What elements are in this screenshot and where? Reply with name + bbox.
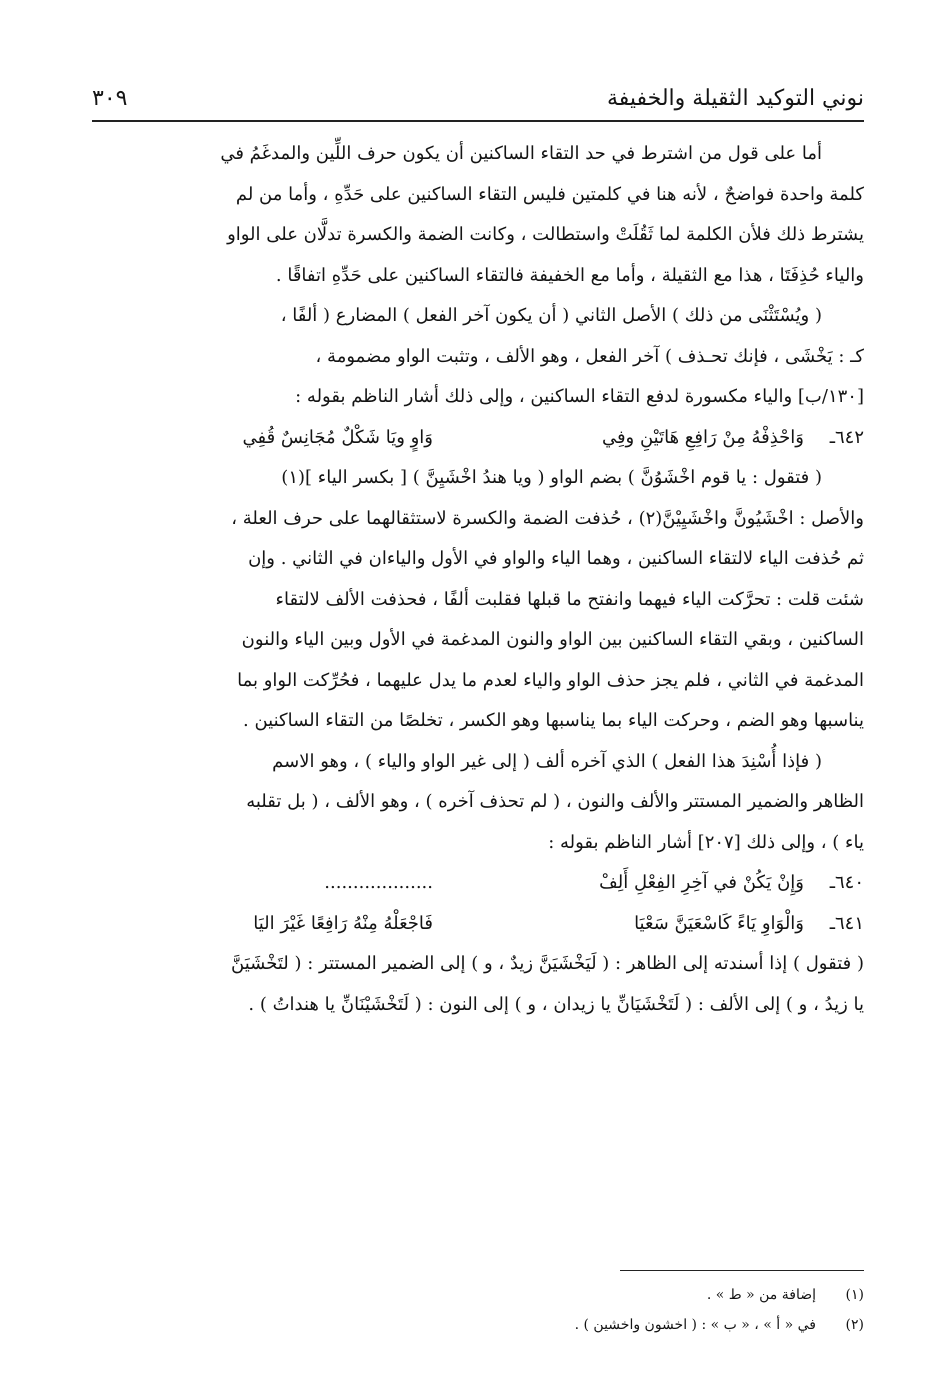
verse-hemistich: ................... xyxy=(324,872,433,893)
body-text xyxy=(92,134,864,1025)
text-line: ياء ) ، وإلى ذلك [٢٠٧] أشار الناظم بقوله : xyxy=(548,831,864,853)
header-rule xyxy=(92,120,864,122)
footnote xyxy=(92,1310,864,1340)
footnote-text: في « أ » ، « ب » : ( اخشون واخشين ) . xyxy=(574,1317,816,1333)
text-line: والأصل : اخْشَيُونَّ واخْشَيِيْنَّ(٢) ، حُذفت الضمة والكسرة لاستثقالهما على حرف العلة ، xyxy=(231,507,864,529)
text-line: يا زيدُ ، و ) إلى الألف : ( لَتَخْشَيَانِّ يا زيدان ، و ) إلى النون : ( لَتَخْشَيْنَانِّ يا هنداتُ ) . xyxy=(248,993,864,1015)
footnote-rule xyxy=(620,1270,864,1271)
text-line: كلمة واحدة فواضحٌ ، لأنه هنا في كلمتين فليس التقاء الساكنين على حَدِّهِ ، وأما من لم xyxy=(235,183,864,205)
text-line: أما على قول من اشترط في حد التقاء الساكنين أن يكون حرف اللِّين والمدغَمُ في xyxy=(220,143,822,164)
verse-number: ٦٤٢ـ xyxy=(829,426,864,448)
text-line: والياء حُذِفَتَا ، هذا مع الثقيلة ، وأما مع الخفيفة فالتقاء الساكنين على حَدِّهِ اتفاقًا . xyxy=(275,264,864,286)
text-line: الساكنين ، وبقي التقاء الساكنين بين الواو والنون المدغمة في الأول وبين الياء والنون xyxy=(241,629,864,650)
footnote-number: (٢) xyxy=(845,1317,864,1333)
verse-hemistich: وَالْوَاوِ يَاءً كَاسْعَيَنَّ سَعْيَا xyxy=(634,912,804,934)
verse-hemistich: فَاجْعَلْهُ مِنْهُ رَافِعًا غَيْرَ اليَا xyxy=(253,912,433,934)
text-line: ( فتقول : يا قوم اخْشَوُنَّ ) بضم الواو ( ويا هندُ اخْشَيِنَّ ) [ بكسر الياء ](١) xyxy=(281,467,822,488)
header-title: نوني التوكيد الثقيلة والخفيفة xyxy=(606,86,864,111)
text-line: يشترط ذلك فلأن الكلمة لما ثَقُلَتْ واستطالت ، وكانت الضمة والكسرة تدلَّان على الواو xyxy=(227,224,864,245)
footnote-number: (١) xyxy=(845,1287,864,1303)
text-line: الظاهر والضمير المستتر والألف والنون ، ( لم تحذف آخره ) ، وهو الألف ، ( بل تقلبه xyxy=(246,791,864,812)
footnote-text: إضافة من « ط » . xyxy=(706,1287,816,1303)
verse-number: ٦٤٠ـ xyxy=(829,872,864,893)
text-line: ثم حُذفت الياء لالتقاء الساكنين ، وهما الياء والواو في الأول والياءان في الثاني . وإن xyxy=(248,548,864,569)
verse-642 xyxy=(92,418,864,459)
text-line: يناسبها وهو الضم ، وحركت الياء بما يناسبها وهو الكسر ، تخلصًا من التقاء الساكنين . xyxy=(243,710,864,731)
text-line: [١٣٠/ب] والياء مكسورة لدفع التقاء الساكنين ، وإلى ذلك أشار الناظم بقوله : xyxy=(295,386,864,407)
verse-hemistich: وَاحْذِفْهُ مِنْ رَافِعِ هَاتَيْنِ وفِي xyxy=(601,426,804,448)
text-line: ( ويُسْتَثْنَى من ذلك ) الأصل الثاني ( أن يكون آخر الفعل ) المضارع ( ألفًا ، xyxy=(280,305,822,326)
footnote xyxy=(92,1280,864,1310)
text-line: ( فتقول ) إذا أسندته إلى الظاهر : ( لَيَخْشَيَنَّ زيدٌ ، و ) إلى الضمير المستتر : ( لتَخْشَيَنَّ xyxy=(231,953,864,974)
running-header xyxy=(92,80,864,122)
page-number: ٣٠٩ xyxy=(92,86,128,111)
verse-number: ٦٤١ـ xyxy=(829,912,864,934)
text-line: كـ : يَخْشَى ، فإنك تحـذف ) آخر الفعل ، وهو الألف ، وتثبت الواو مضمومة ، xyxy=(315,345,864,367)
footnotes xyxy=(92,1280,864,1340)
verse-640 xyxy=(92,863,864,904)
text-line: شئت قلت : تحرَّكت الياء فيهما وانفتح ما قبلها فقلبت ألفًا ، فحذفت الألف لالتقاء xyxy=(275,588,864,610)
verse-hemistich: وَاوٍ ويَا شَكْلٌ مُجَانِسٌ قُفِي xyxy=(242,426,433,448)
text-line: ( فإذا أُسْنِدَ هذا الفعل ) الذي آخره ألف ( إلى غير الواو والياء ) ، وهو الاسم xyxy=(272,750,822,772)
verse-641 xyxy=(92,904,864,945)
text-line: المدغمة في الثاني ، فلم يجز حذف الواو والياء لعدم ما يدل عليهما ، فحُرِّكت الواو بما xyxy=(237,669,864,691)
verse-hemistich: وَإِنْ يَكُنْ في آخِرِ الفِعْلِ أَلِفْ xyxy=(599,872,804,893)
